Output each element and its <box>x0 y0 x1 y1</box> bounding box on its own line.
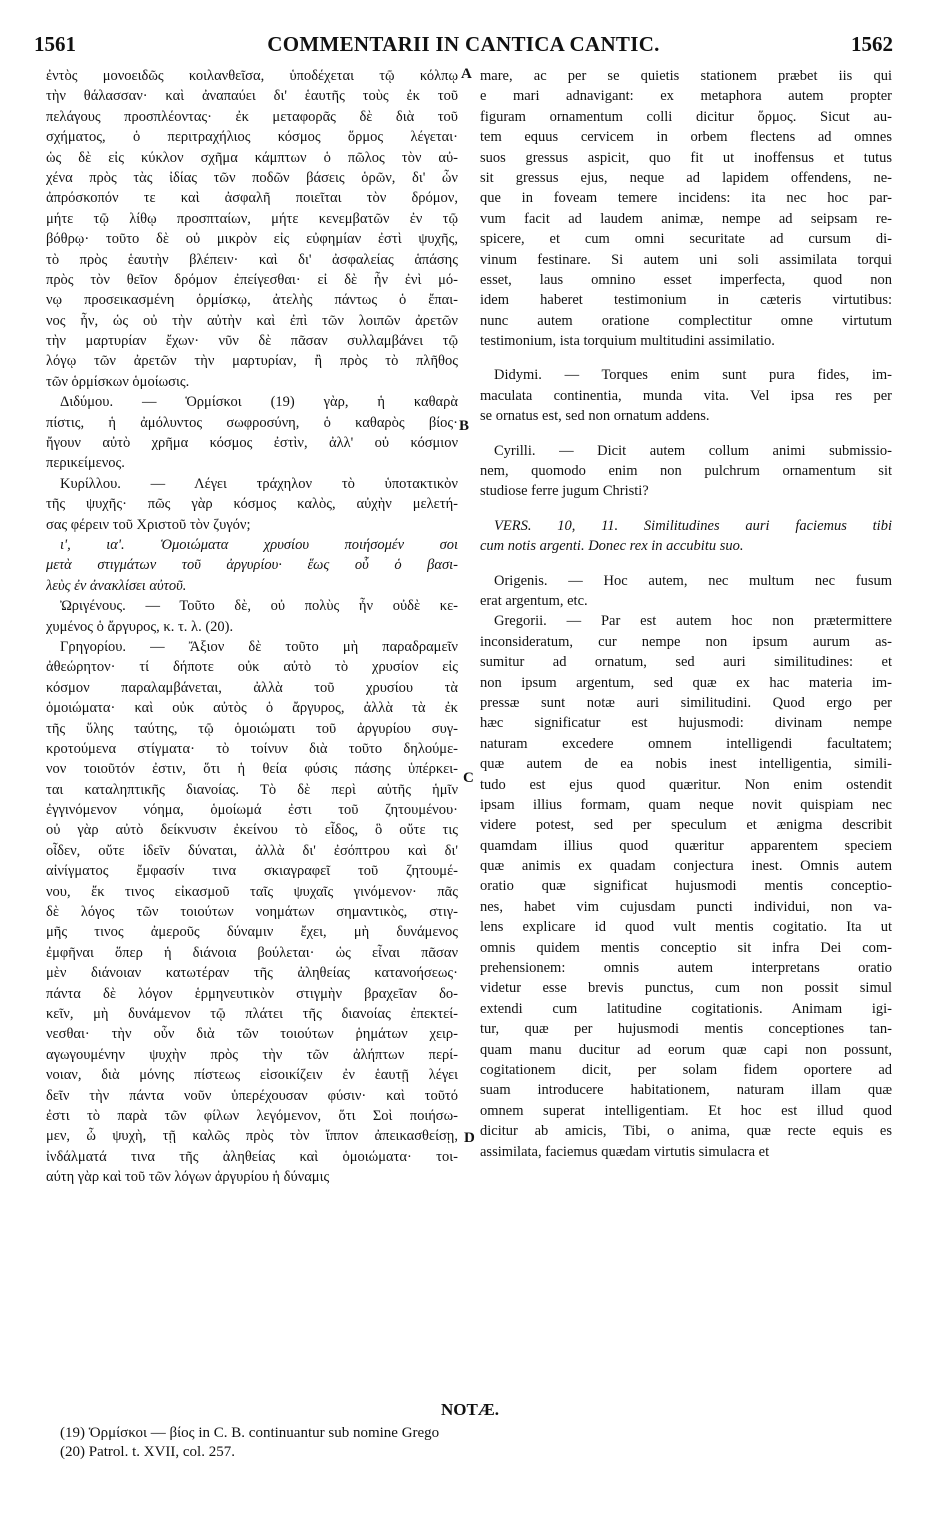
text-line: omnem superat intelligentiam. Et hoc est illud quod <box>480 1102 892 1119</box>
text-line: πίστις, ἡ ἀμόλυντος σωφροσύνη, ὁ καθαρὸς βίος· <box>46 414 458 431</box>
text-line: ἐγγινόμενον νόημα, ὁμοίωμά ἐστι τοῦ ζητουμένου· <box>46 802 458 819</box>
text-line: VERS. 10, 11. Similitudines auri faciemus tibi <box>494 517 892 534</box>
text-line: οὐ γὰρ αὐτὸ δείκνυσιν ἐκείνου τὸ εἶδος, ὃ οὔτε τις <box>46 822 458 839</box>
text-line: dicitur ab amicis, Tibi, o anima, quæ recte equis es <box>480 1123 892 1140</box>
text-line: Ὠριγένους. — Τοῦτο δὲ, οὐ πολὺς ἦν οὐδὲ κε- <box>60 598 458 615</box>
text-line: νοιαν, διὰ μόνης πίστεως εἰσοικίζειν ἐν ἑαυτῇ λέγει <box>46 1067 458 1084</box>
text-line: assimilata, faciemus quædam virtutis simulacra et <box>480 1143 770 1160</box>
text-line: non ipsum argentum, sed quæ ex hac materia im- <box>480 674 892 691</box>
text-line: esset, laus omnino esset imperfecta, quod non <box>480 271 892 288</box>
text-line: cogitationem dicit, per solam fidem oportere ad <box>480 1061 892 1078</box>
text-line: nem, quomodo enim non pulchrum ornamentum sit <box>480 463 892 480</box>
text-line: ἤγουν αὐτὸ χρῆμα κόσμος ἐστὶν, ἀλλ' οὐ κόσμιον <box>46 435 458 452</box>
text-line: ἐμφῆναι ὅπερ ἡ διάνοια βούλεται· ὡς εἶναι πᾶσαν <box>46 944 458 961</box>
text-line: μήτε τῷ λίθῳ προσπταίων, μήτε κενεμβατῶν ἐν τῷ <box>46 210 458 227</box>
text-line: se ornatus est, sed non ornatum addens. <box>480 408 710 425</box>
text-line: αύτη γὰρ καὶ τοῦ τῶν λόγων ἀργυρίου ἡ δύναμις <box>46 1169 330 1186</box>
text-line: πάντα δὲ λόγον ἑρμηνευτικὸν στιγμὴν βραχεῖαν δο- <box>46 985 458 1002</box>
paragraph-gap <box>480 502 892 516</box>
text-line: vum facit ad laudem animæ, nempe ad seipsam re- <box>480 210 892 227</box>
text-line: videre potest, sed per speculum et ænigma describit <box>480 817 892 834</box>
text-line: extendi cum latitudine cogitationis. Animam igi- <box>480 1000 892 1017</box>
text-line: ἐστι τὸ παρὰ τῶν φίλων λεγόμενον, ὅτι Σοὶ ποιήσω- <box>46 1107 458 1124</box>
text-line: maculata continentia, munda vita. Vel ipsa res per <box>480 387 892 404</box>
text-line: ἐντὸς μονοειδῶς κοιλανθεῖσα, ὑποδέχεται τῷ κόλπῳ <box>46 68 458 84</box>
text-line: Διδύμου. — Ὁρμίσκοι (19) γὰρ, ἡ καθαρὰ <box>60 394 458 411</box>
text-line: λεὺς ἐν ἀνακλίσει αὐτοῦ. <box>46 577 187 594</box>
notes-title: NOTÆ. <box>440 1400 500 1419</box>
text-line: tem equus cervicem in orbem flectens ad omnes <box>480 129 892 146</box>
text-line: vinum festinare. Si autem uni soli assimilata torqui <box>480 251 892 268</box>
text-line: sumitur ad ornatum, sed auri similitudines: et <box>480 654 892 671</box>
text-line: τῆς ὕλης ταύτης, τῷ ὁμοιώματι τοῦ ἀργυρίου συγ- <box>46 720 458 737</box>
text-line: χένα πρὸς τὰς ἰδίας τῶν ποδῶν βάσεις ὁρῶν, δι' ὧν <box>46 169 458 186</box>
text-line: quam manu ducitur ad eorum quæ capi non possunt, <box>480 1041 892 1058</box>
page-number-right: 1562 <box>851 32 893 56</box>
latin-column <box>480 66 892 1162</box>
text-line: suos gressus aspicit, quo fit ut inoffensus et tutus <box>480 149 892 166</box>
text-line: τὸ πρὸς ἑαυτὴν βλέπειν· καὶ δι' ἀσφαλείας ἁπάσης <box>46 251 458 268</box>
text-line: testimonium, ista torquium multitudini assimilatio. <box>480 333 775 350</box>
text-line: ἀπρόσκοπόν τε καὶ ἀσφαλῆ ποιεῖται τὸν δρόμον, <box>46 190 458 207</box>
text-line: erat argentum, etc. <box>480 592 588 609</box>
text-line: δεῖν τὴν πάντα νοῦν ὑπερέχουσαν φύσιν· καὶ τοῦτό <box>46 1087 458 1104</box>
text-line: ἰνδάλματά τινα τῆς ἀληθείας καὶ ὁμοιώματα· τοι- <box>46 1148 458 1165</box>
text-line: quæ animis ex quadam conjectura inest. Omnis autem <box>480 858 892 875</box>
text-line: videtur esse brevis punctus, cum non possit simul <box>480 980 892 997</box>
text-line: πελάγους προσπλέοντας· ἐκ μεταφορᾶς δὲ διὰ τοῦ <box>46 108 458 125</box>
text-line: omnis quidem mentis conceptio sit infra Dei com- <box>480 939 892 956</box>
text-line: τῆς ψυχῆς· πῶς γὰρ κόσμος καλὸς, αὐχὴν μελετή- <box>46 496 458 513</box>
text-line: ὡς δὲ εἰς κύκλον σχῆμα κάμπτων ὁ πῶλος τὸν αὐ- <box>46 149 458 166</box>
text-line: mare, ac per se quietis stationem præbet iis qui <box>480 68 892 84</box>
text-line: inconsideratum, cur nempe non ipsum aurum as- <box>480 633 892 650</box>
text-line: ται καταληπτικῆς διανοίας. Τὸ δὲ περὶ αὐτῆς ἡμῖν <box>46 781 458 798</box>
text-line: oratio quæ significat hujusmodi mentis conceptio- <box>480 878 892 895</box>
text-line: pressæ sunt notæ auri similitudini. Quod ergo per <box>480 694 892 711</box>
text-line: ἀθεώρητον· τί δήποτε οὐκ αὐτὸ τὸ χρυσίον εἰς <box>46 659 458 676</box>
text-line: naturam excedere omnem intelligendi facultatem; <box>480 735 892 752</box>
margin-marker-b: B <box>459 418 470 434</box>
paragraph-gap <box>480 427 892 441</box>
text-line: que in foveam temere incidens: ita nec hoc par- <box>480 190 892 207</box>
text-line: μετὰ στιγμάτων τοῦ ἀργυρίου· ἕως οὗ ὁ βασι- <box>46 557 458 574</box>
paragraph-gap <box>480 557 892 571</box>
paragraph-gap <box>480 351 892 365</box>
text-line: χυμένος ὁ ἄργυρος, κ. τ. λ. (20). <box>46 618 234 635</box>
running-title: COMMENTARII IN CANTICA CANTIC. <box>267 32 660 56</box>
text-line: quæ autem de ea nobis inest intelligentia, simili- <box>480 756 892 773</box>
text-line: ipsam illius formam, quam neque novit quispiam nec <box>480 796 892 813</box>
text-line: μῆς τινος ἀμεροῦς δύναμιν ἔχει, μὴ δυνάμενος <box>46 924 458 941</box>
text-line: αγωγουμένην ψυχὴν πρὸς τὴν τῶν ἀλήπτων περί- <box>46 1046 458 1063</box>
text-line: figuram ornamentum colli dicitur ὅρμος. Sicut au- <box>480 108 892 125</box>
text-line: Κυρίλλου. — Λέγει τράχηλον τὸ ὑποτακτικὸν <box>60 475 458 492</box>
margin-marker-a: A <box>461 66 472 82</box>
text-line: nes, habet vim cujusdam puncti individui, non va- <box>480 898 892 915</box>
text-line: cum notis argenti. Donec rex in accubitu suo. <box>480 538 744 555</box>
text-line: idem haberet testimonium in cæteris virtutibus: <box>480 292 892 309</box>
text-line: spicere, et cum omni securitate ad cursum di- <box>480 231 892 248</box>
text-line: e mari adnavigant: ex metaphora autem propter <box>480 88 892 105</box>
text-line: lens explicare id quod vult mentis cogitatio. Ita ut <box>480 919 892 936</box>
page-number-left: 1561 <box>34 32 76 56</box>
text-line: λόγῳ τῶν ἀρετῶν τὴν μαρτυρίαν, ἢ πρὸς τὸ πλῆθος <box>46 353 458 370</box>
text-line: tudo est ejus quod quæritur. Non enim ostendit <box>480 776 892 793</box>
text-line: studiose ferre jugum Christi? <box>480 483 649 500</box>
greek-column <box>46 66 458 1187</box>
text-line: hæc significatur est hujusmodi: divinam nempe <box>480 715 892 732</box>
footnote-20: (20) Patrol. t. XVII, col. 257. <box>60 1444 235 1460</box>
margin-marker-d: D <box>464 1130 475 1146</box>
text-line: κεῖν, μὴ δυνάμενον τῷ πλάτει τῆς διανοίας ἐπεκτεί- <box>46 1005 458 1022</box>
margin-marker-c: C <box>463 770 474 786</box>
text-line: νον τοιοῦτόν ἐστιν, ὅτι ἡ θεία φύσις πάσης ὑπέρκει- <box>46 761 458 778</box>
text-line: ι', ια'. Ὁμοιώματα χρυσίου ποιήσομέν σοι <box>60 536 458 553</box>
text-line: οἶδεν, οὔτε ἰδεῖν δύναται, ἀλλὰ δι' ἐσόπτρου καὶ δι' <box>46 842 458 859</box>
text-line: σχήματος, ὁ περιτραχήλιος κόσμος ὅρμος λέγεται· <box>46 129 458 146</box>
text-line: τῶν ὁρμίσκων ὁμοίωσις. <box>46 373 190 390</box>
text-line: sit gressus ejus, neque ad lapidem offendens, ne- <box>480 169 892 186</box>
text-line: Γρηγορίου. — Ἄξιον δὲ τοῦτο μὴ παραδραμεῖν <box>60 638 458 655</box>
text-line: νος ἦν, ὡς οὐ τὴν αὐτὴν καὶ ἐπὶ τῶν λοιπῶν ἀρετῶν <box>46 312 458 329</box>
text-line: περικείμενος. <box>46 455 125 472</box>
text-line: tur, quæ per hujusmodi mentis conceptiones tan- <box>480 1021 892 1038</box>
text-line: Origenis. — Hoc autem, nec multum nec fusum <box>494 572 892 589</box>
text-line: Didymi. — Torques enim sunt pura fides, im- <box>494 367 892 384</box>
text-line: suam introducere habitationem, naturam illam quæ <box>480 1082 892 1099</box>
text-line: Gregorii. — Par est autem hoc non prætermittere <box>494 613 892 630</box>
text-line: τὴν μαρτυρίαν ἔχων· νῦν δὲ πᾶσαν συλλαμβάνει τῷ <box>46 333 458 350</box>
text-line: Cyrilli. — Dicit autem collum animi submissio- <box>494 442 892 459</box>
text-line: κροτούμενα στίγματα· τὸ τοίνυν διὰ τοῦτο δηλούμε- <box>46 740 458 757</box>
text-line: δὲ λόγος τῶν τοιούτων νοημάτων σημαντικὸς, στιγ- <box>46 904 458 921</box>
text-line: κόσμον παραλαμβάνεται, ἀλλὰ τοῦ χρυσίου τὰ <box>46 679 458 696</box>
text-line: αἰνίγματος ἔμφασίν τινα σκιαγραφεῖ τοῦ ζητουμέ- <box>46 863 458 880</box>
page-header <box>34 32 893 62</box>
text-line: σας φέρειν τοῦ Χριστοῦ τὸν ζυγόν; <box>46 516 251 533</box>
text-line: τὴν θάλασσαν· καὶ ἀναπαύει δι' ἑαυτῆς τοὺς ἐκ τοῦ <box>46 88 458 105</box>
text-line: νου, ἔκ τινος εἰκασμοῦ ταῖς ψυχαῖς γινόμενον· πᾶς <box>46 883 458 900</box>
text-line: μεν, ὦ ψυχὴ, τῇ καλῶς πρὸς τὸν ἵππον ἀπεικασθείσῃ, <box>46 1128 458 1145</box>
text-line: prehensionem: omnis autem interpretans oratio <box>480 960 892 977</box>
text-line: μὲν διάνοιαν κατωτέραν τῆς ἀληθείας κατανοήσεως· <box>46 965 458 982</box>
text-line: nunc autem oratione complectitur omne virtutum <box>480 312 892 329</box>
text-line: νῳ προσεικασμένη ὁρμίσκῳ, ἀτελὴς πάντως ὁ ἔπαι- <box>46 292 458 309</box>
text-line: ὁμοιώματα· καὶ οὐκ αὐτὸς ὁ ἄργυρος, ἀλλὰ τὰ ἐκ <box>46 700 458 717</box>
text-line: πρὸς τὸν θεῖον δρόμον ἐπείγεσθαι· εἰ δὲ ἦν ἐνὶ μό- <box>46 271 458 288</box>
text-line: νεσθαι· τὴν οὖν διὰ τῶν τοιούτων ῥημάτων χειρ- <box>46 1026 458 1043</box>
text-line: quamdam illius quod quæritur apparentem speciem <box>480 837 892 854</box>
footnotes <box>60 1400 880 1462</box>
text-line: βόθρῳ· τοῦτο δὲ οὐ μικρὸν εἰς εὐφημίαν ἐστὶ ψυχῆς, <box>46 231 458 248</box>
footnote-19: (19) Ὁρμίσκοι — βίος in C. B. continuantur sub nomine Grego <box>60 1425 440 1441</box>
